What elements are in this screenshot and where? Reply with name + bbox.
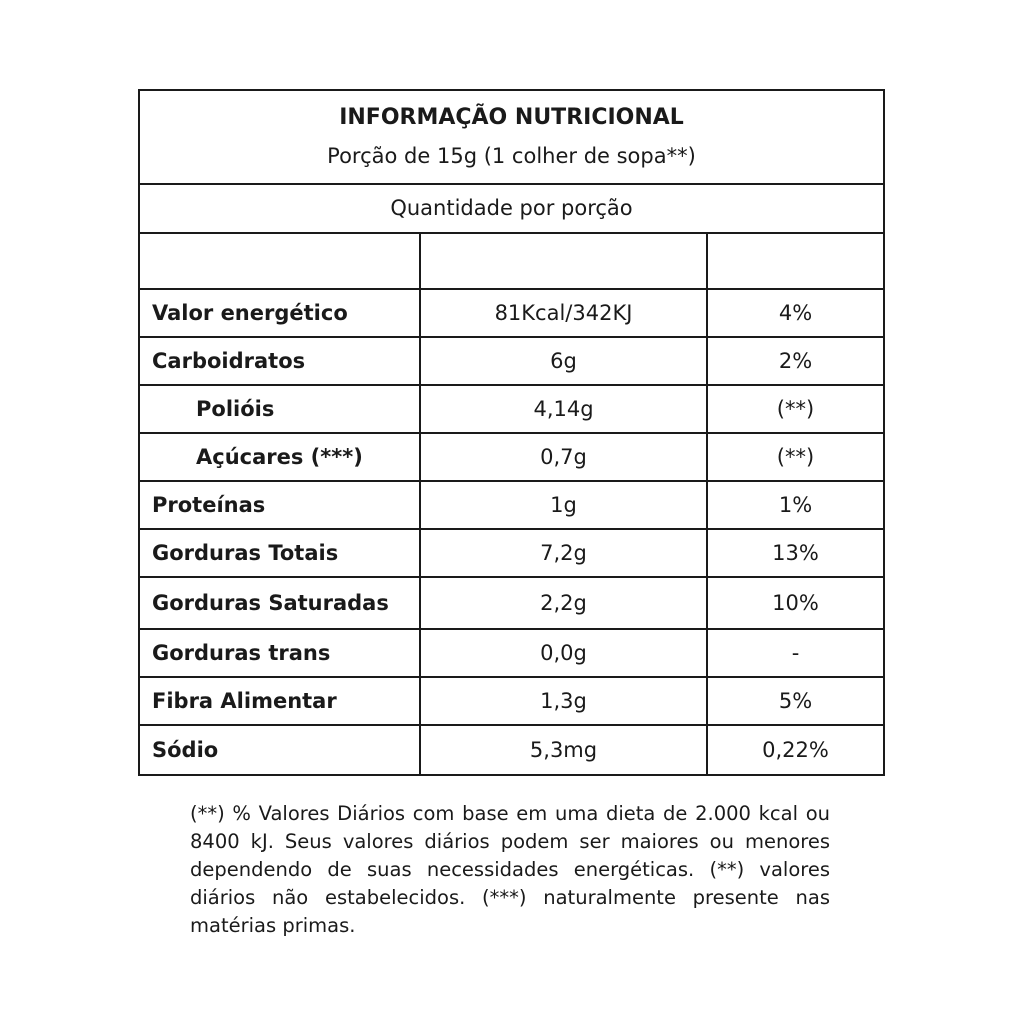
column-header-row xyxy=(140,234,883,290)
nutrient-daily-value: 5% xyxy=(778,689,813,713)
nutrient-amount: 1g xyxy=(421,482,708,528)
nutrient-daily-value: (**) xyxy=(776,397,815,421)
nutrient-daily-value: 4% xyxy=(778,301,813,325)
nutrient-name: Açúcares (***) xyxy=(140,434,421,480)
nutrient-amount: 4,14g xyxy=(421,386,708,432)
nutrition-table xyxy=(138,89,885,776)
nutrient-name: Gorduras trans xyxy=(140,630,421,676)
table-row xyxy=(140,434,883,482)
table-row xyxy=(140,482,883,530)
table-row xyxy=(140,630,883,678)
nutrient-name: Proteínas xyxy=(140,482,421,528)
nutrient-name: Gorduras Totais xyxy=(140,530,421,576)
table-row xyxy=(140,578,883,630)
nutrient-amount: 7,2g xyxy=(421,530,708,576)
nutrient-amount: 81Kcal/342KJ xyxy=(421,290,708,336)
nutrient-name: Gorduras Saturadas xyxy=(140,578,421,628)
nutrient-amount: 2,2g xyxy=(421,578,708,628)
table-title-block xyxy=(140,91,883,185)
header-cell-amount xyxy=(421,234,708,288)
nutrient-daily-value: - xyxy=(791,641,800,665)
nutrient-daily-value: 13% xyxy=(772,541,819,565)
header-cell-name xyxy=(140,234,421,288)
nutrient-name: Sódio xyxy=(140,726,421,774)
table-row xyxy=(140,290,883,338)
nutrient-name: Polióis xyxy=(140,386,421,432)
nutrient-name: Fibra Alimentar xyxy=(140,678,421,724)
table-row xyxy=(140,386,883,434)
nutrient-amount: 6g xyxy=(421,338,708,384)
nutrient-amount: 0,0g xyxy=(421,630,708,676)
nutrient-name: Carboidratos xyxy=(140,338,421,384)
nutrient-daily-value: 1% xyxy=(778,493,813,517)
nutrient-daily-value: 2% xyxy=(778,349,813,373)
table-row xyxy=(140,338,883,386)
footnote: (**) % Valores Diários com base em uma dieta de 2.000 kcal ou 8400 kJ. Seus valores diários podem ser maiores ou menores dependendo de suas necessidades energéticas. (**) valores diários não estabelecidos. (***) naturalmente presente nas matérias primas. xyxy=(190,802,830,937)
table-row xyxy=(140,678,883,726)
nutrient-name: Valor energético xyxy=(140,290,421,336)
header-cell-dv xyxy=(708,234,883,288)
nutrient-amount: 0,7g xyxy=(421,434,708,480)
quantity-per-serving: Quantidade por porção xyxy=(140,185,883,234)
table-row xyxy=(140,726,883,774)
nutrient-amount: 1,3g xyxy=(421,678,708,724)
nutrient-amount: 5,3mg xyxy=(421,726,708,774)
table-row xyxy=(140,530,883,578)
serving-size: Porção de 15g (1 colher de sopa**) xyxy=(327,144,696,168)
nutrient-daily-value: 0,22% xyxy=(762,738,829,762)
nutrient-daily-value: (**) xyxy=(776,445,815,469)
nutrient-daily-value: 10% xyxy=(772,591,819,615)
table-title: INFORMAÇÃO NUTRICIONAL xyxy=(339,105,684,130)
